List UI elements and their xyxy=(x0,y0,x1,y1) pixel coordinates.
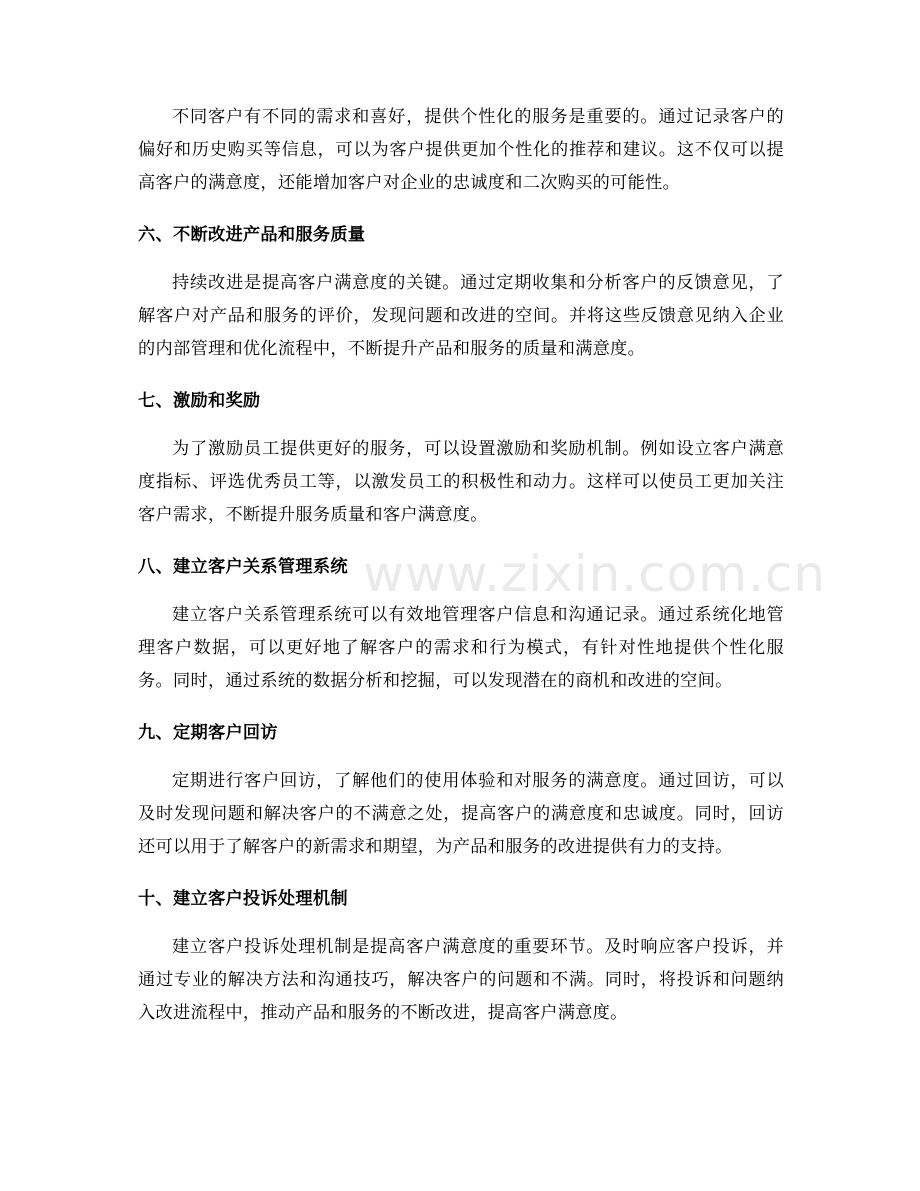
document-body xyxy=(138,101,784,1030)
section-paragraph-8: 建立客户关系管理系统可以有效地管理客户信息和沟通记录。通过系统化地管理客户数据，可以更好地了解客户的需求和行为模式，有针对性地提供个性化服务。同时，通过系统的数据分析和挖掘，可以发现潜在的商机和改进的空间。 xyxy=(138,605,784,691)
section-paragraph-9: 定期进行客户回访，了解他们的使用体验和对服务的满意度。通过回访，可以及时发现问题和解决客户的不满意之处，提高客户的满意度和忠诚度。同时，回访还可以用于了解客户的新需求和期望，为产品和服务的改进提供有力的支持。 xyxy=(138,771,784,857)
section-heading-10: 十、建立客户投诉处理机制 xyxy=(138,889,348,909)
section-heading-7: 七、激励和奖励 xyxy=(138,391,261,411)
section-paragraph-6: 持续改进是提高客户满意度的关键。通过定期收集和分析客户的反馈意见，了解客户对产品和服务的评价，发现问题和改进的空间。并将这些反馈意见纳入企业的内部管理和优化流程中，不断提升产品和服务的质量和满意度。 xyxy=(138,273,784,359)
section-paragraph-10: 建立客户投诉处理机制是提高客户满意度的重要环节。及时响应客户投诉，并通过专业的解决方法和沟通技巧，解决客户的问题和不满。同时，将投诉和问题纳入改进流程中，推动产品和服务的不断改进，提高客户满意度。 xyxy=(138,937,784,1023)
watermark: www.zixin.com.cn xyxy=(363,545,827,603)
section-paragraph-7: 为了激励员工提供更好的服务，可以设置激励和奖励机制。例如设立客户满意度指标、评选优秀员工等，以激发员工的积极性和动力。这样可以使员工更加关注客户需求，不断提升服务质量和客户满意度。 xyxy=(138,439,784,525)
section-heading-6: 六、不断改进产品和服务质量 xyxy=(138,225,366,245)
intro-paragraph: 不同客户有不同的需求和喜好，提供个性化的服务是重要的。通过记录客户的偏好和历史购买等信息，可以为客户提供更加个性化的推荐和建议。这不仅可以提高客户的满意度，还能增加客户对企业的忠诚度和二次购买的可能性。 xyxy=(138,107,784,193)
section-heading-9: 九、定期客户回访 xyxy=(138,723,278,743)
section-heading-8: 八、建立客户关系管理系统 xyxy=(138,557,348,577)
